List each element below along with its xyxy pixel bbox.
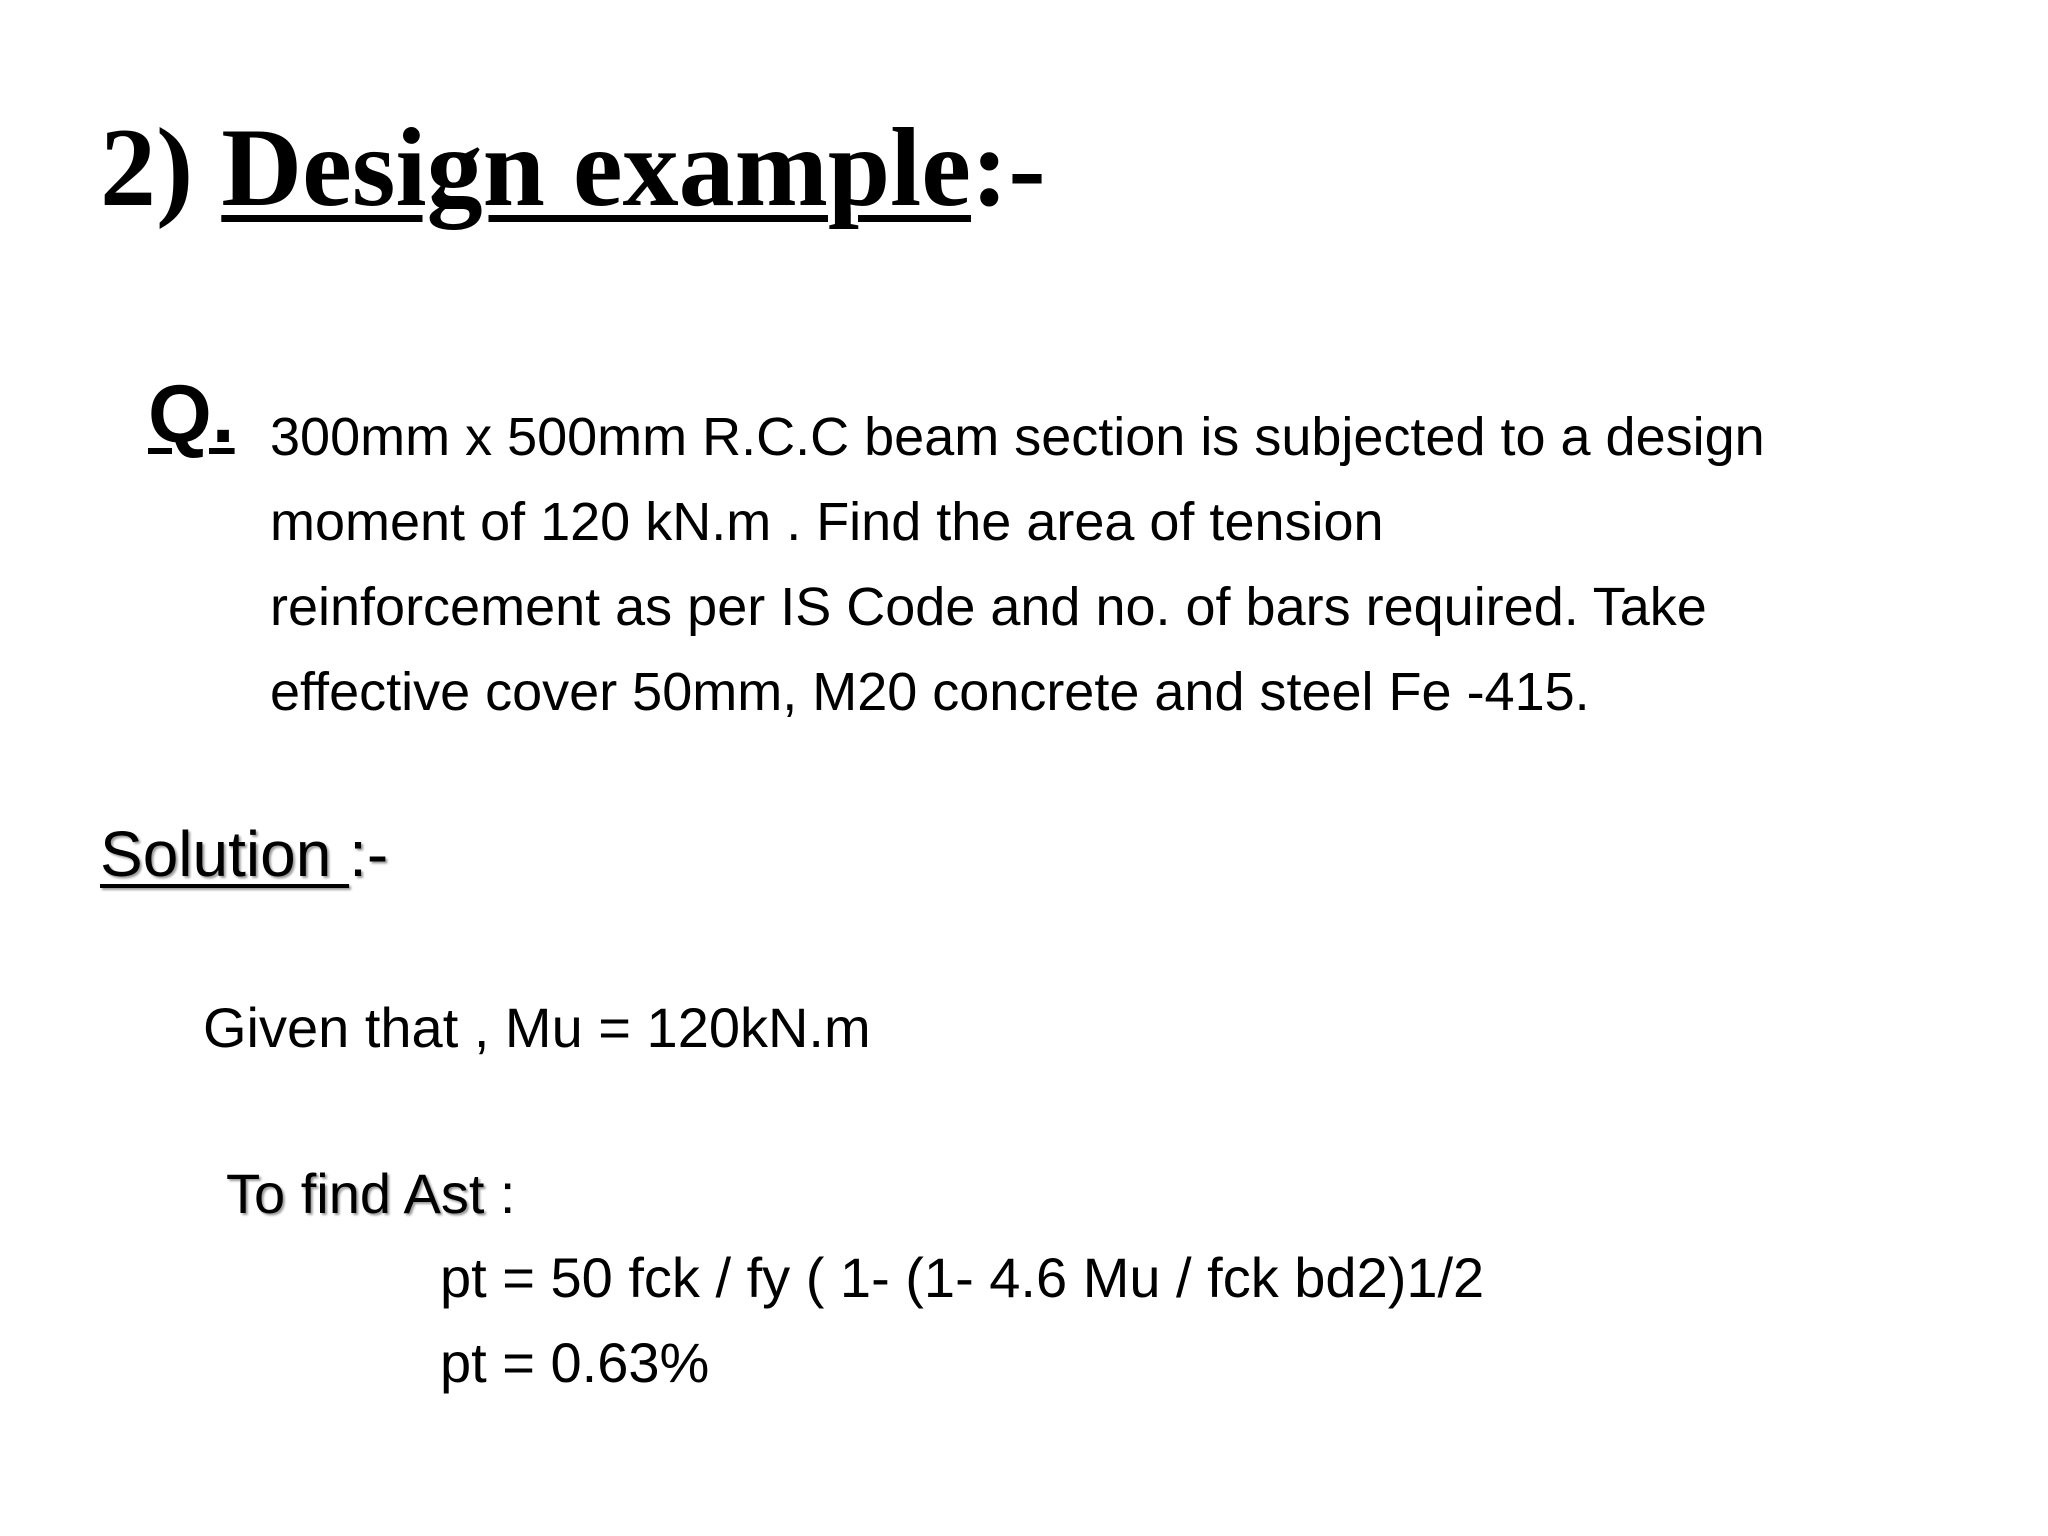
solution-label: Solution <box>100 818 350 890</box>
question-line: effective cover 50mm, M20 concrete and steel Fe -415. <box>270 662 1590 722</box>
given-statement: Given that , Mu = 120kN.m <box>203 996 871 1059</box>
solution-heading <box>100 818 389 890</box>
question-marker: Q. <box>148 369 235 460</box>
to-find-suffix: : <box>484 1162 516 1225</box>
slide-title <box>100 106 1046 230</box>
title-number: 2) <box>100 106 222 230</box>
to-find-label: To find Ast <box>226 1162 485 1225</box>
question-text <box>270 395 2010 735</box>
formula-result: pt = 0.63% <box>440 1331 710 1394</box>
to-find-heading <box>226 1162 516 1225</box>
question-line: moment of 120 kN.m . Find the area of tension <box>270 492 1384 552</box>
title-text: Design example <box>221 106 972 230</box>
solution-suffix: :- <box>349 818 389 890</box>
question-line: reinforcement as per IS Code and no. of bars required. Take <box>270 577 1707 637</box>
formula-line: pt = 50 fck / fy ( 1- (1- 4.6 Mu / fck bd2)1/2 <box>440 1246 1485 1309</box>
title-suffix: :- <box>971 106 1046 230</box>
question-line: 300mm x 500mm R.C.C beam section is subjected to a design <box>270 407 1765 467</box>
